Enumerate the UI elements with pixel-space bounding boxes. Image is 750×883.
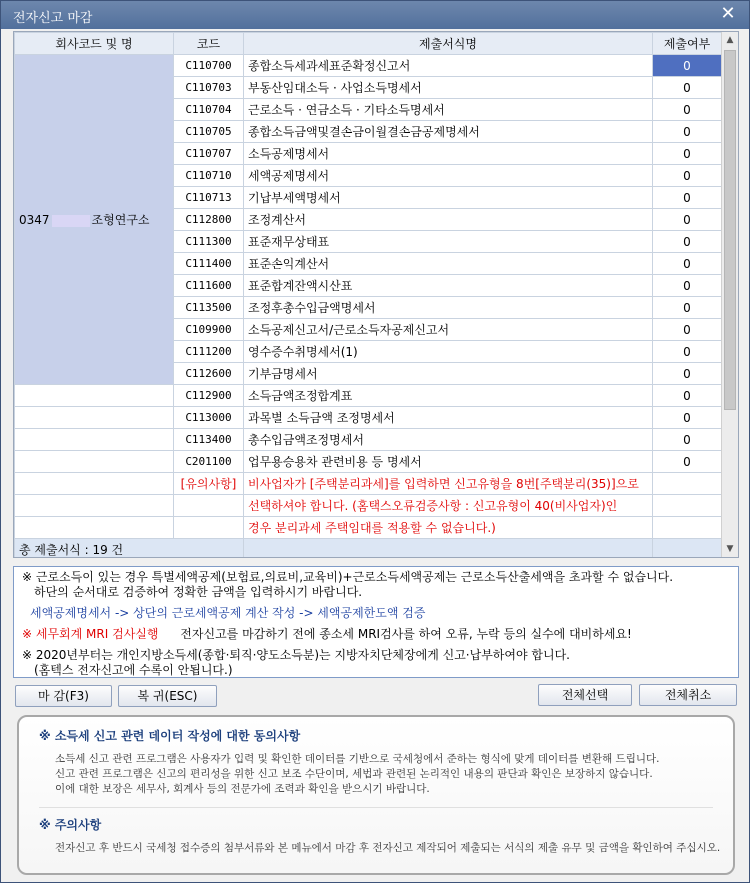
form-code: C113000 (174, 407, 244, 429)
form-name: 총수입금액조정명세서 (244, 429, 653, 451)
form-name: 종합소득금액및결손금이월결손금공제명세서 (244, 121, 653, 143)
vertical-scrollbar[interactable] (721, 32, 738, 557)
caution-para: 전자신고 후 반드시 국세청 접수증의 첨부서류와 본 메뉴에서 마감 후 전자신고 제작되어 제출되는 서식의 제출 유무 및 금액을 확인하여 주십시오. (55, 842, 721, 854)
form-table (14, 32, 722, 558)
form-code: C112800 (174, 209, 244, 231)
form-name: 기납부세액명세서 (244, 187, 653, 209)
form-code: C113500 (174, 297, 244, 319)
form-code: C110710 (174, 165, 244, 187)
form-code: C110705 (174, 121, 244, 143)
form-code: C110703 (174, 77, 244, 99)
notes-panel (13, 566, 739, 678)
window-title: 전자신고 마감 (13, 11, 93, 26)
note-line-3: 세액공제명세서 -> 상단의 근로세액공제 계산 작성 -> 세액공제한도액 검증 (30, 606, 426, 620)
consent-panel (17, 715, 735, 875)
caution-row (15, 517, 722, 539)
form-code: C109900 (174, 319, 244, 341)
caution-text: 선택하셔야 합니다. (홈택스오류검증사항 : 신고유형이 40(비사업자)인 (244, 495, 653, 517)
form-name: 기부금명세서 (244, 363, 653, 385)
consent-para-3: 이에 대한 보장은 세무사, 회계사 등의 전문가에 조력과 확인을 받으시기 바랍니다. (55, 783, 430, 795)
submit-flag[interactable]: 0 (653, 363, 722, 385)
company-cell-empty (15, 385, 174, 407)
caution-blank (15, 473, 174, 495)
form-code: C113400 (174, 429, 244, 451)
mri-check-link[interactable]: ※ 세무회계 MRI 검사실행 (22, 627, 159, 641)
caution-label: [유의사항] (174, 473, 244, 495)
caution-text: 경우 분리과세 주택임대를 적용할 수 없습니다.) (244, 517, 653, 539)
title-bar (1, 1, 749, 29)
header-code[interactable]: 코드 (174, 33, 244, 55)
form-name: 부동산임대소득 · 사업소득명세서 (244, 77, 653, 99)
submit-flag[interactable]: 0 (653, 341, 722, 363)
total-label: 총 제출서식 : 19 건 (15, 539, 244, 559)
table-row[interactable] (15, 451, 722, 473)
header-company[interactable]: 회사코드 및 명 (15, 33, 174, 55)
close-icon[interactable]: ✕ (720, 3, 736, 24)
caution-blank (653, 517, 722, 539)
table-row[interactable] (15, 55, 722, 77)
redacted-mask (52, 215, 90, 227)
form-code: C110707 (174, 143, 244, 165)
submit-flag[interactable]: 0 (653, 407, 722, 429)
form-code: C110700 (174, 55, 244, 77)
close-filing-button[interactable]: 마 감(F3) (15, 685, 112, 707)
submit-flag[interactable]: 0 (653, 319, 722, 341)
header-submit[interactable]: 제출여부 (653, 33, 722, 55)
form-code: C201100 (174, 451, 244, 473)
caution-blank (15, 495, 174, 517)
form-code: C111400 (174, 253, 244, 275)
consent-para-2: 신고 관련 프로그램은 신고의 편리성을 위한 신고 보조 수단이며, 세법과 관련된 논리적인 내용의 판단과 확인은 보장하지 않습니다. (55, 768, 653, 780)
submit-flag[interactable]: 0 (653, 55, 722, 77)
submit-flag[interactable]: 0 (653, 451, 722, 473)
form-name: 과목별 소득금액 조정명세서 (244, 407, 653, 429)
submit-flag[interactable]: 0 (653, 187, 722, 209)
submit-flag[interactable]: 0 (653, 297, 722, 319)
submit-flag[interactable]: 0 (653, 253, 722, 275)
caution-label-empty (174, 517, 244, 539)
scroll-up-icon[interactable]: ▲ (726, 35, 734, 45)
company-cell[interactable] (15, 55, 174, 385)
form-code: C110713 (174, 187, 244, 209)
restore-button[interactable]: 복 귀(ESC) (118, 685, 217, 707)
form-code: C112600 (174, 363, 244, 385)
submit-flag[interactable]: 0 (653, 121, 722, 143)
submit-flag[interactable]: 0 (653, 209, 722, 231)
consent-title: ※ 소득세 신고 관련 데이터 작성에 대한 동의사항 (39, 729, 301, 743)
form-name: 표준손익계산서 (244, 253, 653, 275)
form-name: 소득공제명세서 (244, 143, 653, 165)
form-name: 소득공제신고서/근로소득자공제신고서 (244, 319, 653, 341)
form-name: 조정후총수입금액명세서 (244, 297, 653, 319)
header-form-name[interactable]: 제출서식명 (244, 33, 653, 55)
consent-para-1: 소득세 신고 관련 프로그램은 사용자가 입력 및 확인한 데이터를 기반으로 국세청에서 준하는 형식에 맞게 데이터를 변환해 드립니다. (55, 753, 660, 765)
form-name: 종합소득세과세표준확정신고서 (244, 55, 653, 77)
scroll-down-icon[interactable]: ▼ (726, 544, 734, 554)
company-cell-empty (15, 429, 174, 451)
caution-label-empty (174, 495, 244, 517)
form-code: C111600 (174, 275, 244, 297)
submit-flag[interactable]: 0 (653, 231, 722, 253)
select-all-button[interactable]: 전체선택 (538, 684, 632, 706)
company-cell-empty (15, 407, 174, 429)
form-name: 조정계산서 (244, 209, 653, 231)
submit-flag[interactable]: 0 (653, 385, 722, 407)
form-name: 표준합계잔액시산표 (244, 275, 653, 297)
table-row[interactable] (15, 385, 722, 407)
form-name: 업무용승용차 관련비용 등 명세서 (244, 451, 653, 473)
submit-flag[interactable]: 0 (653, 143, 722, 165)
caution-blank (653, 495, 722, 517)
caution-text: 비사업자가 [주택분리과세]를 입력하면 신고유형을 8번[주택분리(35)]으로 (244, 473, 653, 495)
company-name: 조형연구소 (91, 213, 150, 227)
form-code: C111200 (174, 341, 244, 363)
note-line-5: ※ 2020년부터는 개인지방소득세(종합·퇴직·양도소득분)는 지방자치단체장에게 신고·납부하여야 합니다. (22, 648, 570, 662)
total-row (15, 539, 722, 559)
form-name: 영수증수취명세서(1) (244, 341, 653, 363)
total-blank (244, 539, 653, 559)
table-row[interactable] (15, 407, 722, 429)
note-line-1: ※ 근로소득이 있는 경우 특별세액공제(보험료,의료비,교육비)+근로소득세액공제는 근로소득산출세액을 초과할 수 없습니다. (22, 570, 674, 584)
scroll-thumb[interactable] (724, 50, 736, 410)
mri-note: 전자신고를 마감하기 전에 종소세 MRI검사를 하여 오류, 누락 등의 실수에 대비하세요! (180, 627, 632, 641)
caution-row (15, 495, 722, 517)
form-name: 표준재무상태표 (244, 231, 653, 253)
submit-flag[interactable]: 0 (653, 99, 722, 121)
form-code: C111300 (174, 231, 244, 253)
company-cell-empty (15, 451, 174, 473)
caution-row (15, 473, 722, 495)
form-name: 근로소득 · 연금소득 · 기타소득명세서 (244, 99, 653, 121)
submit-flag[interactable]: 0 (653, 429, 722, 451)
submit-flag[interactable]: 0 (653, 165, 722, 187)
caution-blank (15, 517, 174, 539)
table-row[interactable] (15, 429, 722, 451)
note-line-2: 하단의 순서대로 검증하여 정확한 금액을 입력하시기 바랍니다. (34, 585, 363, 599)
form-grid (13, 31, 739, 558)
form-code: C112900 (174, 385, 244, 407)
company-code: 0347 (19, 213, 50, 227)
form-name: 세액공제명세서 (244, 165, 653, 187)
caution-title: ※ 주의사항 (39, 818, 102, 832)
submit-flag[interactable]: 0 (653, 77, 722, 99)
caution-blank (653, 473, 722, 495)
cancel-all-button[interactable]: 전체취소 (639, 684, 737, 706)
note-line-6: (홈텍스 전자신고에 수록이 안됩니다.) (34, 663, 233, 677)
form-code: C110704 (174, 99, 244, 121)
total-blank (653, 539, 722, 559)
submit-flag[interactable]: 0 (653, 275, 722, 297)
form-name: 소득금액조정합계표 (244, 385, 653, 407)
